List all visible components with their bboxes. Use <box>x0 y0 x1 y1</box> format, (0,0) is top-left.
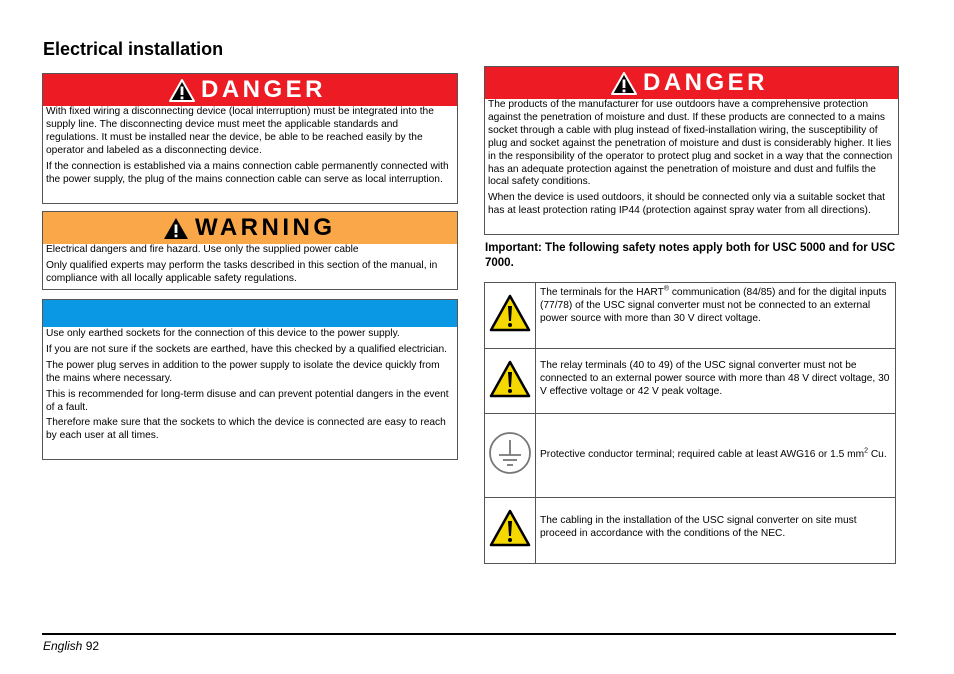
row-text-cont: Cu. <box>867 449 887 461</box>
caution-triangle-icon <box>488 359 532 399</box>
danger-label: DANGER <box>643 69 769 96</box>
danger-header <box>43 74 457 106</box>
table-cell-text <box>536 498 896 564</box>
danger-triangle-icon <box>611 72 637 95</box>
row-text: The terminals for the HART <box>540 287 664 298</box>
footer-rule <box>42 633 896 635</box>
table-cell-text <box>536 283 896 349</box>
page-number: 92 <box>85 639 100 653</box>
paragraph: If the connection is established via a mains connection cable permanently connected with the power supply, the plug of the mains connection cable can serve as local interruption. <box>46 160 449 185</box>
danger-text <box>46 106 453 189</box>
paragraph: The power plug serves in addition to the power supply to isolate the device quickly from the mains where necessary. <box>46 359 440 384</box>
table-cell-icon <box>485 349 536 414</box>
caution-triangle-icon <box>488 293 532 333</box>
table-cell-icon <box>485 498 536 564</box>
table-row <box>485 349 896 414</box>
row-text-cont: communication (84/85) and for the digital inputs (77/78) of the USC signal converter must not be connected to an external power source with more than 30 V direct voltage. <box>540 287 887 324</box>
danger-text <box>488 99 894 221</box>
table-cell-icon <box>485 283 536 349</box>
important-note: Important: The following safety notes apply both for USC 5000 and for USC 7000. <box>485 242 896 269</box>
squared-mark: 2 <box>864 447 868 455</box>
paragraph: Therefore make sure that the sockets to which the device is connected are easy to reach by each user at all times. <box>46 417 446 442</box>
paragraph: Electrical dangers and fire hazard. Use only the supplied power cable <box>46 244 359 255</box>
safety-notes-table <box>484 282 896 564</box>
danger-triangle-icon <box>169 79 195 102</box>
table-cell-text <box>536 349 896 414</box>
paragraph: When the device is used outdoors, it should be connected only via a suitable socket that has at least protection rating IP44 (protection against spray water from all directions). <box>488 192 885 217</box>
table-row <box>485 283 896 349</box>
paragraph: Use only earthed sockets for the connection of this device to the power supply. <box>46 328 400 339</box>
notice-box <box>42 299 458 460</box>
warning-header <box>43 212 457 244</box>
row-text: Protective conductor terminal; required cable at least AWG16 or 1.5 mm <box>540 449 865 461</box>
danger-box-right <box>484 66 899 235</box>
table-row <box>485 414 896 498</box>
row-text: The cabling in the installation of the USC signal converter on site must proceed in accordance with the conditions of the NEC. <box>540 515 857 539</box>
warning-label: WARNING <box>195 214 336 241</box>
warning-text <box>46 244 453 289</box>
caution-triangle-icon <box>488 508 532 548</box>
paragraph: The products of the manufacturer for use outdoors have a comprehensive protection against the penetration of moisture and dust. If these products are connected to a mains socket through a cable with plug instead of fixed-installation wiring, the susceptibility of plug and socket against the penetration of moisture and dust is considerably higher. It lies in the responsibility of the operator to protect plug and socket in a way that the connection has an adequate protection against the penetration of moisture and dust and fulfils the local safety conditions. <box>488 99 893 188</box>
protective-earth-icon <box>487 430 533 476</box>
paragraph: Only qualified experts may perform the tasks described in this section of the manual, in compliance with all locally applicable safety regulations. <box>46 259 438 284</box>
notice-header <box>43 300 457 327</box>
notice-text <box>46 328 453 446</box>
danger-label: DANGER <box>201 76 327 103</box>
danger-header <box>485 67 898 99</box>
page-footer <box>43 639 99 653</box>
row-text: The relay terminals (40 to 49) of the USC signal converter must not be connected to an external power source with more than 48 V direct voltage, 30 V effective voltage or 42 V peak voltage. <box>540 360 890 397</box>
table-cell-icon <box>485 414 536 498</box>
warning-triangle-icon <box>163 217 189 240</box>
footer-language: English <box>43 639 83 653</box>
page-title: Electrical installation <box>43 39 224 59</box>
danger-box-left <box>42 73 458 204</box>
paragraph: This is recommended for long-term disuse and can prevent potential dangers in the event of a fault. <box>46 388 449 413</box>
table-cell-text <box>536 414 896 498</box>
table-row <box>485 498 896 564</box>
registered-mark: ® <box>663 285 669 293</box>
paragraph: If you are not sure if the sockets are earthed, have this checked by a qualified electrician. <box>46 343 447 355</box>
warning-box <box>42 211 458 290</box>
paragraph: With fixed wiring a disconnecting device (local interruption) must be integrated into the supply line. The disconnecting device must meet the applicable standards and regulations. It must be installed near the device, be able to be reached easily by the operator and labeled as a disconnecting device. <box>46 106 434 156</box>
